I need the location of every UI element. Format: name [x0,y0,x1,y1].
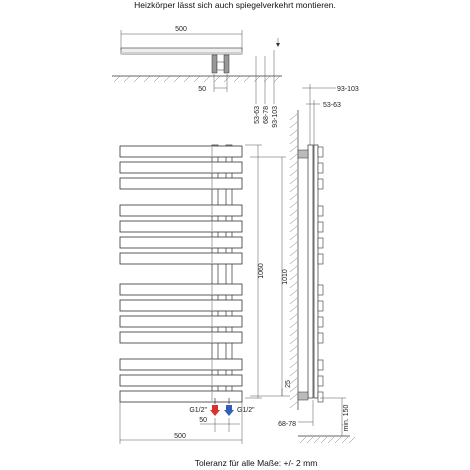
spacing-50-label: 50 [199,417,207,424]
mirror-mounting-note: Heizkörper lässt sich auch spiegelverkehrt montieren. [134,0,336,10]
side-bar-profile [318,147,323,157]
hatch-line [290,146,297,152]
hatch-line [290,370,297,376]
hatch-line [290,298,297,304]
hatch-line [290,178,297,184]
side-bar-profile [318,254,323,264]
side-wall-hatch [290,114,297,408]
side-bar-profiles [318,147,323,402]
side-view [278,84,359,443]
hatch-line [290,338,297,344]
side-bar-profile [318,206,323,216]
floor-hatch [300,437,355,443]
bottom-width-label: 500 [174,433,186,440]
bottom-25-label: 25 [285,380,292,388]
top-view [112,26,282,128]
side-bar-profile [318,317,323,327]
hatch-line [290,234,297,240]
connection-right-label: G1/2" [237,407,255,414]
side-depth-68-78: 68-78 [278,421,296,428]
top-width-label: 500 [175,26,187,33]
hatch-line [290,290,297,296]
top-depth-53-63: 53-63 [254,106,261,124]
connection-left-label: G1/2" [189,407,207,414]
top-offset-label: 50 [198,86,206,93]
hatch-line [290,202,297,208]
hatch-line [290,258,297,264]
side-bar-profile [318,360,323,370]
hatch-line [335,437,341,443]
hatch-line [290,186,297,192]
hatch-line [290,170,297,176]
hatch-line [328,437,334,443]
hatch-line [290,194,297,200]
hatch-line [290,314,297,320]
hatch-line [290,362,297,368]
radiator-bar [120,146,242,157]
hatch-line [290,322,297,328]
hatch-line [300,437,306,443]
front-view [120,145,292,444]
side-bar-profile [318,179,323,189]
side-bar-profile [318,163,323,173]
valve-arrow-icon [210,405,234,416]
hatch-line [290,218,297,224]
hatch-line [290,210,297,216]
radiator-bar [120,332,242,343]
hatch-line [290,306,297,312]
radiator-bar [120,284,242,295]
radiator-bar [120,205,242,216]
hatch-line [290,330,297,336]
hatch-line [307,437,313,443]
radiator-bar [120,359,242,370]
min-floor-clearance: min. 150 [343,404,350,432]
top-depth-93-103: 93-103 [272,106,279,128]
side-bar-profile [318,285,323,295]
hatch-line [342,437,348,443]
top-wall-hatch [114,76,280,82]
hatch-line [290,346,297,352]
hatch-line [321,437,327,443]
hatch-line [290,162,297,168]
hatch-line [349,437,355,443]
radiator-bar [120,316,242,327]
hatch-line [290,138,297,144]
height-1010-label: 1010 [282,269,289,285]
hatch-line [290,114,297,120]
hatch-line [290,274,297,280]
hatch-line [290,122,297,128]
radiator-bar [120,375,242,386]
side-bar-profile [318,222,323,232]
radiator-bar [120,178,242,189]
hatch-line [290,282,297,288]
side-bar-profile [318,238,323,248]
radiator-bars [120,146,242,402]
side-bar-profile [318,376,323,386]
hatch-line [290,250,297,256]
hatch-line [290,402,297,408]
radiator-bar [120,300,242,311]
hatch-line [314,437,320,443]
hatch-line [290,394,297,400]
radiator-bar [120,253,242,264]
side-depth-93-103: 93-103 [337,86,359,93]
height-1060-label: 1060 [258,263,265,279]
hatch-line [290,266,297,272]
hatch-line [290,226,297,232]
side-depth-53-63: 53-63 [323,102,341,109]
hatch-line [290,130,297,136]
radiator-bar [120,237,242,248]
side-bar-profile [318,392,323,402]
radiator-bar [120,221,242,232]
side-bar-profile [318,333,323,343]
side-bar-profile [318,301,323,311]
radiator-bar [120,162,242,173]
hatch-line [290,354,297,360]
radiator-bar [120,391,242,402]
top-depth-68-78: 68-78 [263,106,270,124]
hatch-line [290,154,297,160]
hatch-line [290,242,297,248]
tolerance-note: Toleranz für alle Maße: +/- 2 mm [194,458,318,468]
